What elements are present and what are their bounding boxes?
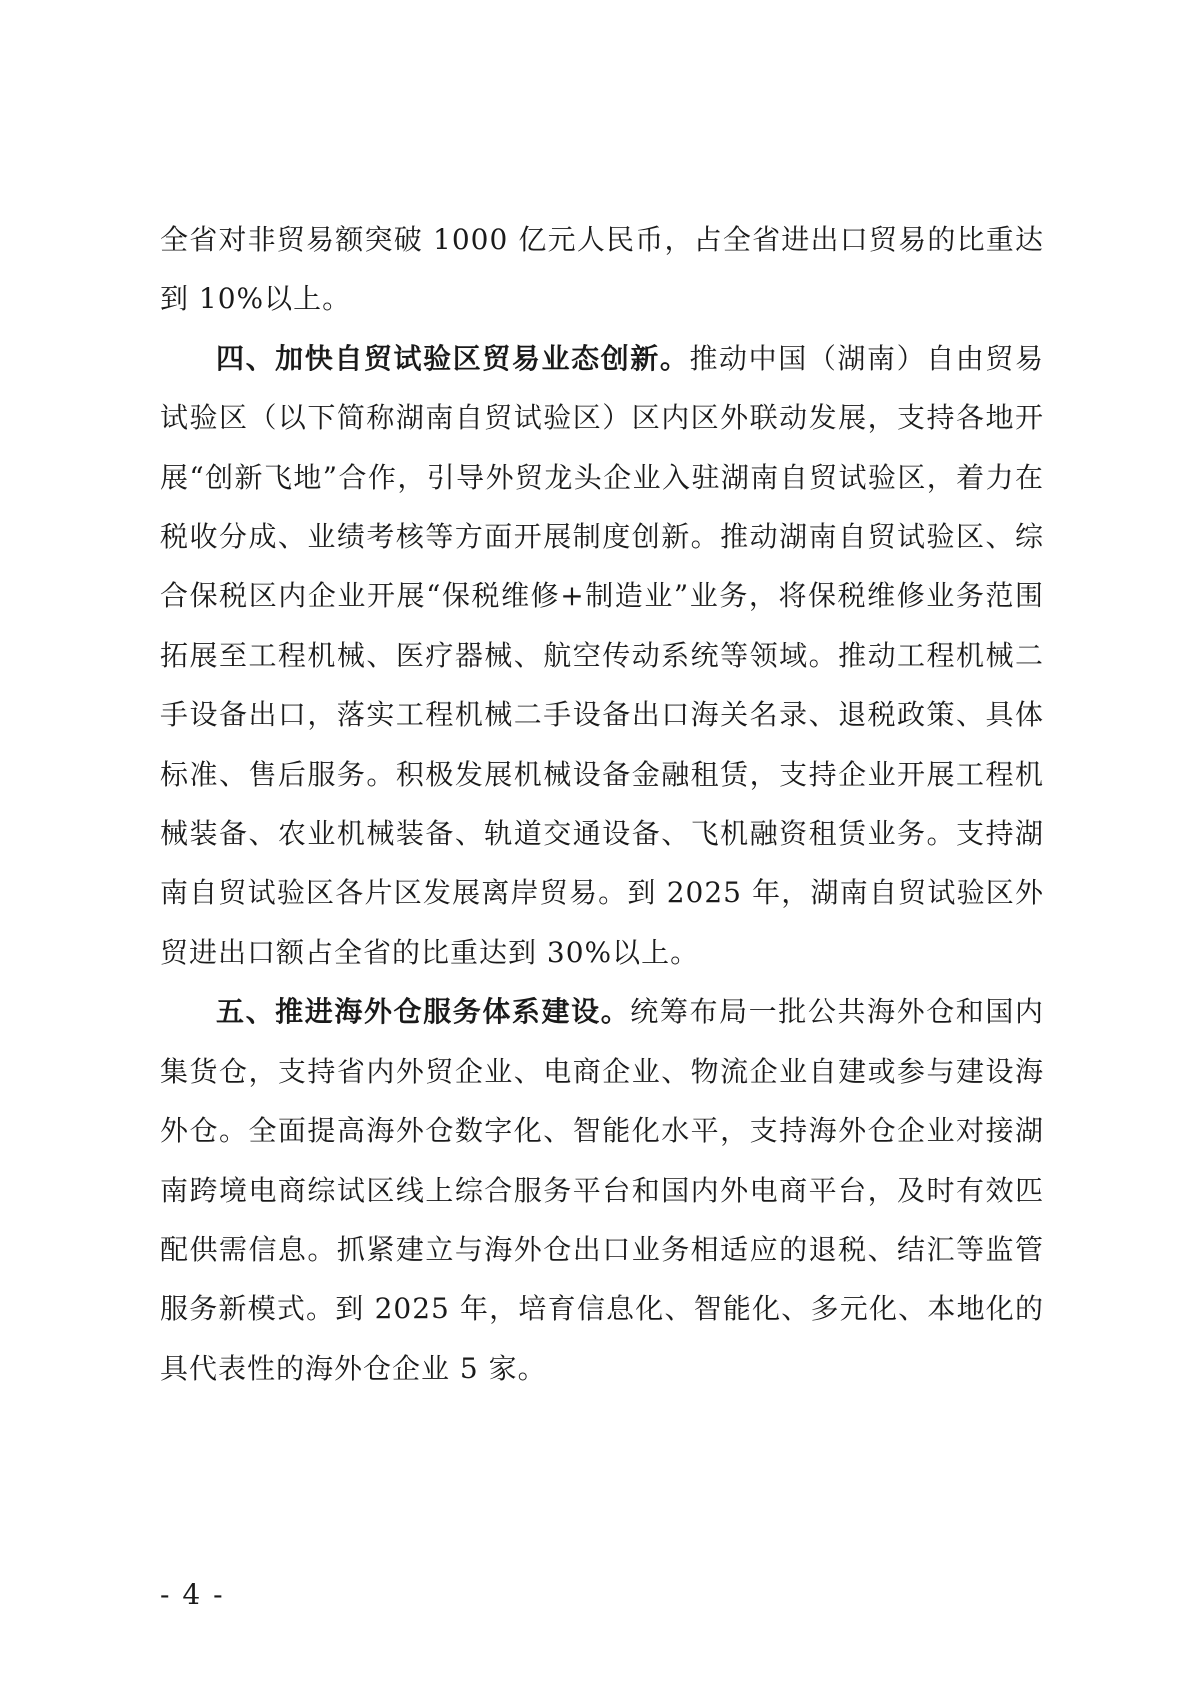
paragraph-continuation bbox=[160, 210, 1044, 329]
paragraph-body: 全省对非贸易额突破 1000 亿元人民币，占全省进出口贸易的比重达到 10%以上。 bbox=[160, 223, 1044, 316]
page-number: - 4 - bbox=[160, 1578, 225, 1611]
paragraph-body: 统筹布局一批公共海外仓和国内集货仓，支持省内外贸企业、电商企业、物流企业自建或参与建设海外仓。全面提高海外仓数字化、智能化水平，支持海外仓企业对接湖南跨境电商综试区线上综合服务平台和国内外电商平台，及时有效匹配供需信息。抓紧建立与海外仓出口业务相适应的退税、结汇等监管服务新模式。到 2025 年，培育信息化、智能化、多元化、本地化的具代表性的海外仓企业 5 家。 bbox=[160, 995, 1044, 1385]
paragraph-free-trade-zone bbox=[160, 329, 1044, 982]
body-text bbox=[160, 210, 1044, 1398]
section-heading-four: 四、加快自贸试验区贸易业态创新。 bbox=[216, 341, 690, 375]
paragraph-body: 推动中国（湖南）自由贸易试验区（以下简称湖南自贸试验区）区内区外联动发展，支持各地开展“创新飞地”合作，引导外贸龙头企业入驻湖南自贸试验区，着力在税收分成、业绩考核等方面开展制度创新。推动湖南自贸试验区、综合保税区内企业开展“保税维修+制造业”业务，将保税维修业务范围拓展至工程机械、医疗器械、航空传动系统等领域。推动工程机械二手设备出口，落实工程机械二手设备出口海关名录、退税政策、具体标准、售后服务。积极发展机械设备金融租赁，支持企业开展工程机械装备、农业机械装备、轨道交通设备、飞机融资租赁业务。支持湖南自贸试验区各片区发展离岸贸易。到 2025 年，湖南自贸试验区外贸进出口额占全省的比重达到 30%以上。 bbox=[160, 341, 1044, 969]
section-heading-five: 五、推进海外仓服务体系建设。 bbox=[216, 995, 631, 1029]
paragraph-overseas-warehouse bbox=[160, 982, 1044, 1398]
